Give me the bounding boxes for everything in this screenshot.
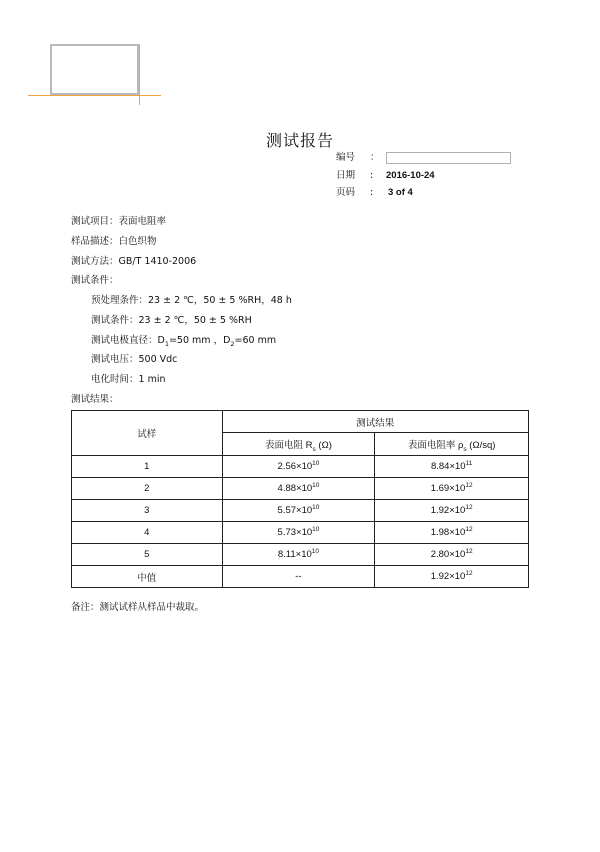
date-label: 日期 xyxy=(336,170,356,181)
sample-description: 样品描述：白色织物 xyxy=(71,236,157,247)
table-row xyxy=(72,456,529,478)
table-row xyxy=(72,522,529,544)
test-method: 测试方法：GB/T 1410-2006 xyxy=(71,256,197,267)
header-accent-line-vertical xyxy=(139,44,140,105)
cell-sample: 2 xyxy=(72,478,223,500)
cell-rs: $8.11\times 10^{10}$ xyxy=(222,544,375,566)
cell-rho: $1.92\times 10^{12}$ xyxy=(375,500,529,522)
cell-rs: -- xyxy=(222,566,375,588)
test-voltage: 测试电压：500 Vdc xyxy=(91,354,178,365)
header-accent-line-horizontal xyxy=(28,95,161,96)
page-value: 3 of 4 xyxy=(388,187,413,198)
electrification-time: 电化时间：1 min xyxy=(91,374,166,385)
cell-rs: $4.88\times 10^{10}$ xyxy=(222,478,375,500)
report-title: 测试报告 xyxy=(265,131,334,150)
number-label: 编号 xyxy=(336,152,356,163)
precondition: 预处理条件：23 ± 2 ℃，50 ± 5 %RH，48 h xyxy=(91,295,292,306)
cell-sample: 4 xyxy=(72,522,223,544)
cell-sample: 中值 xyxy=(72,566,223,588)
header-surface-resistivity: 表面电阻率 $\rho_s$ (Ω/sq) xyxy=(375,433,529,456)
cell-rho: $1.92\times 10^{12}$ xyxy=(375,566,529,588)
header-sample: 试样 xyxy=(72,411,223,456)
cell-rs: $5.73\times 10^{10}$ xyxy=(222,522,375,544)
cell-rho: $8.84\times 10^{11}$ xyxy=(375,456,529,478)
cell-rho: $1.69\times 10^{12}$ xyxy=(375,478,529,500)
footnote: 备注：测试试样从样品中裁取。 xyxy=(71,602,205,613)
page-label: 页码 xyxy=(336,187,356,198)
electrode-diameter: 测试电极直径：$D_1=50$ mm ，$D_2=60$ mm xyxy=(91,335,277,348)
cell-rs: $2.56\times 10^{10}$ xyxy=(222,456,375,478)
page-colon: : xyxy=(370,187,374,198)
test-item: 测试项目：表面电阻率 xyxy=(71,216,167,227)
date-value: 2016-10-24 xyxy=(386,170,435,181)
cell-rs: $5.57\times 10^{10}$ xyxy=(222,500,375,522)
cell-sample: 1 xyxy=(72,456,223,478)
table-row-median xyxy=(72,566,529,588)
cell-sample: 3 xyxy=(72,500,223,522)
number-colon: ： xyxy=(370,152,380,163)
results-heading: 测试结果： xyxy=(71,394,119,405)
cell-rho: $1.98\times 10^{12}$ xyxy=(375,522,529,544)
cell-rho: $2.80\times 10^{12}$ xyxy=(375,544,529,566)
table-row xyxy=(72,478,529,500)
header-surface-resistance: 表面电阻 $R_s$ (Ω) xyxy=(222,433,375,456)
number-field xyxy=(386,152,511,164)
test-condition: 测试条件：23 ± 2 ℃，50 ± 5 %RH xyxy=(91,315,252,326)
conditions-heading: 测试条件： xyxy=(71,275,119,286)
results-table xyxy=(71,410,529,588)
table-row xyxy=(72,500,529,522)
header-results: 测试结果 xyxy=(222,411,528,433)
cell-sample: 5 xyxy=(72,544,223,566)
date-colon: : xyxy=(370,170,374,181)
logo-placeholder-box xyxy=(50,44,139,95)
table-row xyxy=(72,544,529,566)
